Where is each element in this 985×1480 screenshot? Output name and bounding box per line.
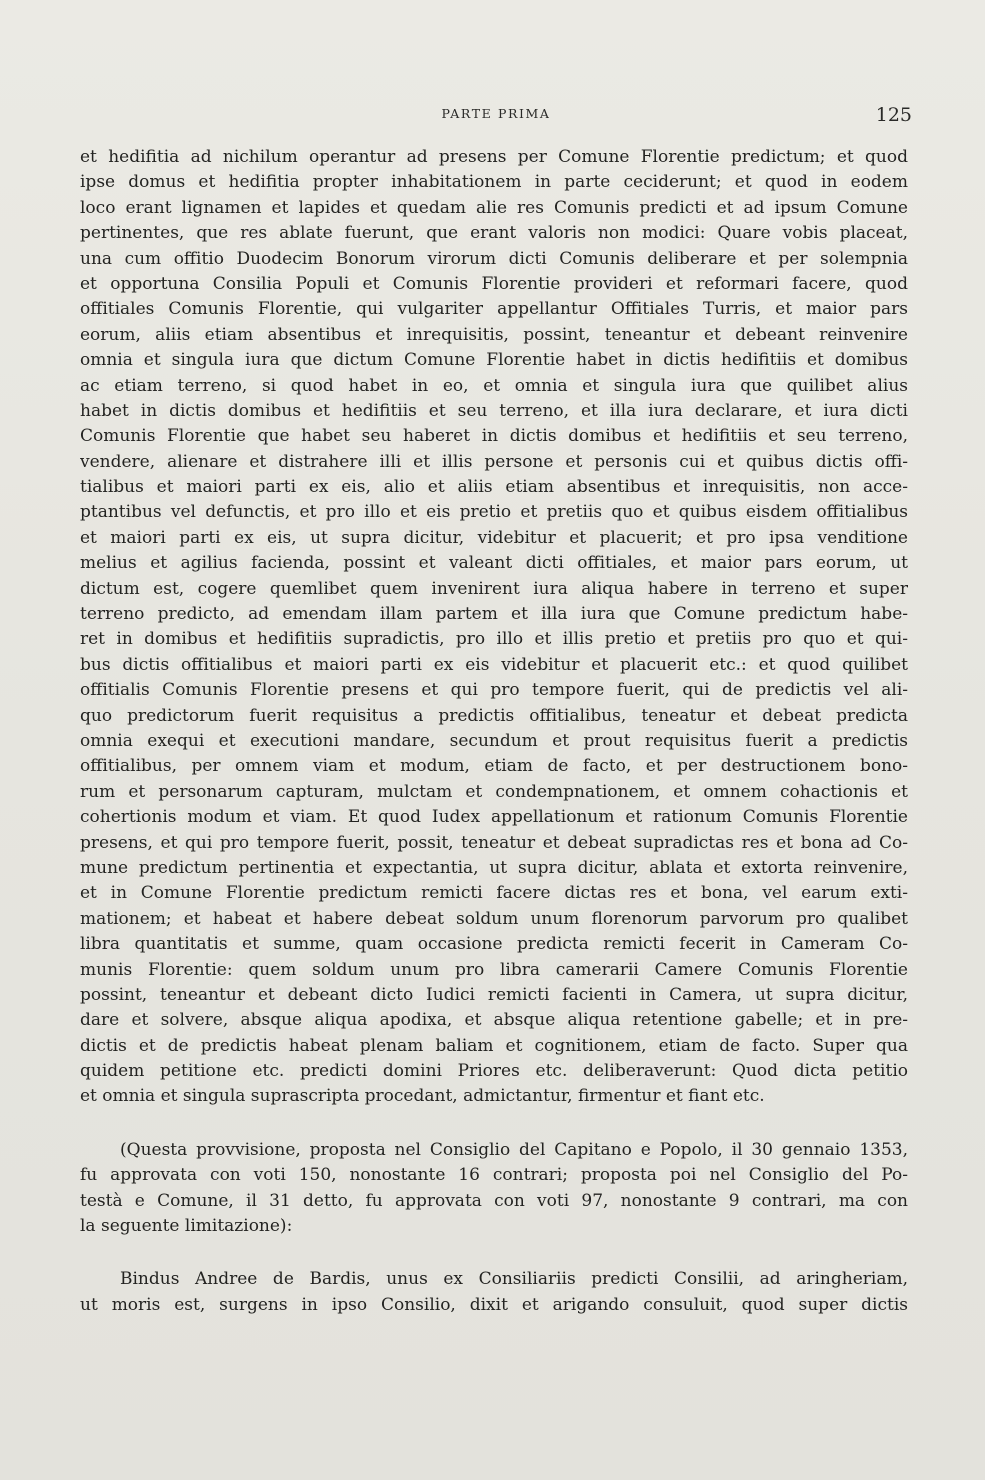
text-line: ut moris est, surgens in ipso Consilio, dixit et arigando consuluit, quod super dictis bbox=[80, 1294, 908, 1315]
text-line: vendere, alienare et distrahere illi et illis persone et personis cui et quibus dictis offi- bbox=[80, 451, 908, 472]
text-line: omnia exequi et executioni mandare, secundum et prout requisitus fuerit a predictis bbox=[80, 730, 908, 751]
text-line: presens, et qui pro tempore fuerit, possit, teneatur et debeat supradictas res et bona ad Co- bbox=[80, 832, 908, 853]
text-line: loco erant lignamen et lapides et quedam alie res Comunis predicti et ad ipsum Comune bbox=[80, 197, 908, 218]
paragraph-note bbox=[80, 1138, 908, 1240]
paragraph-petition bbox=[80, 145, 908, 1110]
text-line: quidem petitione etc. predicti domini Priores etc. deliberaverunt: Quod dicta petitio bbox=[80, 1061, 908, 1082]
text-line: ptantibus vel defunctis, et pro illo et eis pretio et pretiis quo et quibus eisdem offitialibus bbox=[80, 502, 908, 523]
text-line: Comunis Florentie que habet seu haberet in dictis domibus et hedifitiis et seu terreno, bbox=[80, 426, 908, 447]
text-line: possint, teneantur et debeant dicto Iudici remicti facienti in Camera, ut supra dicitur, bbox=[80, 984, 908, 1005]
paragraph-bindus bbox=[80, 1267, 908, 1318]
text-line: testà e Comune, il 31 detto, fu approvata con voti 97, nonostante 9 contrari, ma con bbox=[80, 1190, 908, 1211]
text-line: mune predictum pertinentia et expectantia, ut supra dicitur, ablata et extorta reinvenire, bbox=[80, 857, 908, 878]
text-line: la seguente limitazione): bbox=[80, 1216, 293, 1237]
text-line: cohertionis modum et viam. Et quod Iudex appellationum et rationum Comunis Florentie bbox=[80, 807, 908, 828]
text-line: terreno predicto, ad emendam illam partem et illa iura que Comune predictum habe- bbox=[80, 604, 908, 625]
running-title: PARTE PRIMA bbox=[441, 106, 551, 121]
text-line: (Questa provvisione, proposta nel Consiglio del Capitano e Popolo, il 30 gennaio 1353, bbox=[120, 1139, 908, 1160]
body-text bbox=[80, 145, 908, 1318]
page-header bbox=[80, 104, 912, 134]
text-line: et omnia et singula suprascripta procedant, admictantur, firmentur et fiant etc. bbox=[80, 1086, 765, 1107]
text-line: offitiales Comunis Florentie, qui vulgariter appellantur Offitiales Turris, et maior pars bbox=[80, 299, 908, 320]
text-line: offitialibus, per omnem viam et modum, etiam de facto, et per destructionem bono- bbox=[80, 756, 908, 777]
text-line: et opportuna Consilia Populi et Comunis Florentie provideri et reformari facere, quod bbox=[80, 273, 908, 294]
text-line: dictum est, cogere quemlibet quem invenirent iura aliqua habere in terreno et super bbox=[80, 578, 908, 599]
text-line: et maiori parti ex eis, ut supra dicitur, videbitur et placuerit; et pro ipsa venditione bbox=[80, 527, 908, 548]
text-line: una cum offitio Duodecim Bonorum virorum dicti Comunis deliberare et per solempnia bbox=[80, 248, 908, 269]
text-line: mationem; et habeat et habere debeat soldum unum florenorum parvorum pro qualibet bbox=[80, 908, 908, 929]
text-line: ret in domibus et hedifitiis supradictis, pro illo et illis pretio et pretiis pro quo et qui- bbox=[80, 629, 908, 650]
text-line: offitialis Comunis Florentie presens et qui pro tempore fuerit, qui de predictis vel ali- bbox=[80, 680, 908, 701]
text-line: Bindus Andree de Bardis, unus ex Consiliariis predicti Consilii, ad aringheriam, bbox=[120, 1269, 908, 1290]
text-line: rum et personarum capturam, mulctam et condempnationem, et omnem cohactionis et bbox=[80, 781, 908, 802]
text-line: habet in dictis domibus et hedifitiis et seu terreno, et illa iura declarare, et iura dicti bbox=[80, 400, 908, 421]
text-line: eorum, aliis etiam absentibus et inrequisitis, possint, teneantur et debeant reinvenire bbox=[80, 324, 908, 345]
text-line: munis Florentie: quem soldum unum pro libra camerarii Camere Comunis Florentie bbox=[80, 959, 908, 980]
text-line: tialibus et maiori parti ex eis, alio et aliis etiam absentibus et inrequisitis, non acce- bbox=[80, 477, 908, 498]
text-line: quo predictorum fuerit requisitus a predictis offitialibus, teneatur et debeat predicta bbox=[80, 705, 908, 726]
text-line: dare et solvere, absque aliqua apodixa, et absque aliqua retentione gabelle; et in pre- bbox=[80, 1010, 908, 1031]
text-line: bus dictis offitialibus et maiori parti ex eis videbitur et placuerit etc.: et quod quilibet bbox=[80, 654, 908, 675]
text-line: pertinentes, que res ablate fuerunt, que erant valoris non modici: Quare vobis placeat, bbox=[80, 223, 908, 244]
text-line: libra quantitatis et summe, quam occasione predicta remicti fecerit in Cameram Co- bbox=[80, 934, 908, 955]
text-line: dictis et de predictis habeat plenam baliam et cognitionem, etiam de facto. Super qua bbox=[80, 1035, 908, 1056]
text-line: omnia et singula iura que dictum Comune Florentie habet in dictis hedifitiis et domibus bbox=[80, 350, 908, 371]
text-line: et in Comune Florentie predictum remicti facere dictas res et bona, vel earum exti- bbox=[80, 883, 908, 904]
text-line: melius et agilius facienda, possint et valeant dicti offitiales, et maior pars eorum, ut bbox=[80, 553, 908, 574]
text-line: ipse domus et hedifitia propter inhabitationem in parte ceciderunt; et quod in eodem bbox=[80, 172, 908, 193]
page-number: 125 bbox=[875, 104, 912, 126]
text-line: ac etiam terreno, si quod habet in eo, et omnia et singula iura que quilibet alius bbox=[80, 375, 908, 396]
text-line: et hedifitia ad nichilum operantur ad presens per Comune Florentie predictum; et quod bbox=[80, 147, 908, 167]
text-line: fu approvata con voti 150, nonostante 16 contrari; proposta poi nel Consiglio del Po- bbox=[80, 1165, 908, 1186]
